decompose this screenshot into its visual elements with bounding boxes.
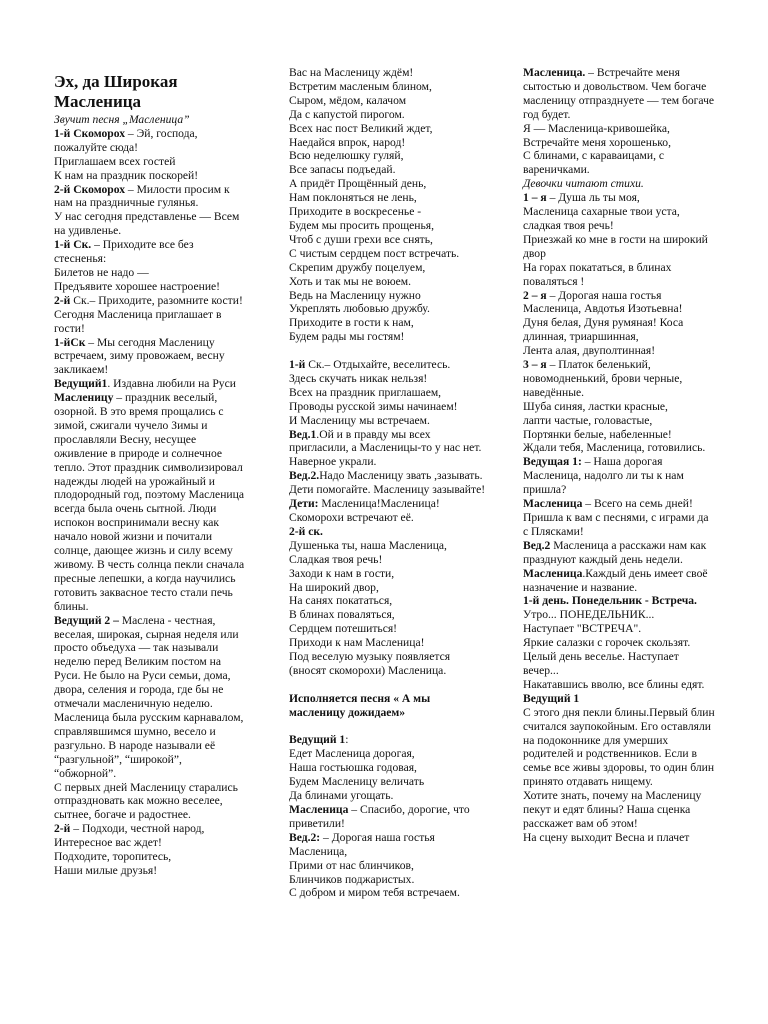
text-span: Масленица!Масленица!: [318, 497, 440, 511]
text-line: [54, 377, 246, 613]
text-span: – Милости просим к нам на праздничные гулянья.: [54, 182, 230, 210]
text-span: Масленица а расскажи нам как празднуют каждый день недели.: [523, 538, 707, 566]
text-line: Встретим масленым блином,: [289, 79, 432, 93]
speaker-label: 2-й ск.: [289, 524, 323, 538]
text-line: К нам на праздник поскорей!: [54, 168, 199, 182]
text-line: [523, 191, 716, 205]
text-line: На горах покататься, в блинах поваляться !: [523, 260, 672, 288]
text-line: [289, 733, 489, 747]
speaker-label: Дети:: [289, 497, 319, 511]
speaker-label: Масленицу: [54, 391, 114, 405]
speaker-label: 2-й: [54, 822, 71, 836]
speaker-label: Масленица: [523, 566, 583, 580]
speaker-label: 2-й: [54, 293, 71, 307]
blank-line: [289, 720, 489, 734]
text-line: [289, 469, 489, 497]
speaker-label: Ведущий 2 –: [54, 613, 119, 627]
text-span: – Наша дорогая Масленица, надолго ли ты к нам пришла?: [523, 455, 684, 497]
text-line: Исполняется песня « А мы масленицу дожидаем»: [289, 691, 431, 719]
text-line: [523, 289, 716, 317]
text-line: Душенька ты, наша Масленица,: [289, 538, 447, 552]
text-line: Целый день веселье. Наступает вечер...: [523, 650, 679, 677]
text-line: Здесь скучать никак нельзя!: [289, 371, 428, 385]
text-line: [289, 831, 489, 859]
text-span: – Душа ль ты моя,: [546, 191, 640, 205]
text-line: Укреплять любовью дружбу.: [289, 302, 430, 316]
text-line: Скоморохи встречают её.: [289, 510, 414, 524]
text-line: [289, 428, 489, 470]
text-line: Скрепим дружбу поцелуем,: [289, 260, 426, 274]
text-span: :: [345, 733, 349, 747]
text-span: – Эй, господа, пожалуйте сюда!: [54, 126, 198, 154]
text-span: – Всего на семь дней!: [582, 497, 693, 511]
speaker-label: 1 – я: [523, 191, 547, 205]
text-line: Билетов не надо —: [54, 265, 149, 279]
speaker-label: 1-й Ск.: [54, 238, 92, 252]
speaker-label: 2-й Скоморох: [54, 182, 126, 196]
text-line: [54, 294, 246, 308]
text-line: С этого дня пекли блины.Первый блин считался заупокойным. Его оставляли на подоконнике для умерших родителей и родственников. Если в семье все живы здоровы, то один блин принято отдавать нищему.: [523, 705, 715, 789]
text-line: Предъявите хорошее настроение!: [54, 279, 221, 293]
text-line: Ведь на Масленицу нужно: [289, 288, 421, 302]
text-line: Приходи к нам Масленица!: [289, 636, 425, 650]
text-line: [289, 525, 489, 539]
text-line: Да блинами угощать.: [289, 789, 394, 803]
text-line: Хотите знать, почему на Масленицу пекут и едят блины? Наша сценка расскажет вам об этом!: [523, 789, 702, 830]
text-line: Встречайте меня хорошенько,: [523, 135, 672, 149]
text-line: Едет Масленица дорогая,: [289, 747, 415, 761]
text-line: Вас на Масленицу ждём!: [289, 66, 414, 79]
text-line: [54, 336, 246, 378]
column-1-body: [54, 113, 246, 878]
speaker-label: Ведущий 1: [289, 733, 346, 747]
text-span: – Подходи, честной народ, Интересное вас ждет!: [54, 822, 205, 850]
text-line: Пришла к вам с песнями, с играми да с Плясками!: [523, 511, 709, 538]
text-line: Сегодня Масленица приглашает в гости!: [54, 307, 222, 335]
text-line: [523, 539, 716, 567]
text-line: С блинами, с караваицами, с вареничками.: [523, 149, 665, 177]
text-line: Сердцем потешиться!: [289, 622, 398, 636]
speaker-label: 1-йСк: [54, 335, 86, 349]
text-line: Ждали тебя, Масленица, готовились.: [523, 441, 706, 455]
text-span: – Спасибо, дорогие, что приветили!: [289, 802, 470, 830]
text-line: [523, 66, 716, 122]
text-line: Наступает "ВСТРЕЧА".: [523, 622, 642, 636]
text-line: [54, 238, 246, 266]
speaker-label: Вед.2.: [289, 469, 320, 483]
text-line: На санях покататься,: [289, 594, 393, 608]
text-line: Дуня белая, Дуня румяная! Коса длинная, триаршинная,: [523, 316, 684, 344]
blank-line: [289, 678, 489, 692]
text-line: [289, 803, 489, 831]
text-line: На сцену выходит Весна и плачет: [523, 830, 690, 844]
text-line: [523, 455, 716, 497]
text-line: 1-й день. Понедельник - Встреча.: [523, 594, 697, 608]
text-line: С чистым сердцем пост встречать.: [289, 246, 460, 260]
text-line: лапти частые, головастые,: [523, 413, 653, 427]
text-line: Блинчиков поджаристых.: [289, 872, 415, 886]
text-line: Все запасы подъедай.: [289, 163, 396, 177]
text-line: Заходи к нам в гости,: [289, 566, 395, 580]
text-span: – Мы сегодня Масленицу встречаем, зиму провожаем, весну закликаем!: [54, 335, 225, 377]
text-span: Маслена - честная, веселая, широкая, сырная неделя или просто объедуха — так называли неделю перед Великим постом на Руси. Не было на Руси семьи, дома, двора, селения и города, где бы не отмечали масленичную неделю. Масленица была русским карнавалом, справлявшимся шумно, весело и разгульно. В народе называли её “разгульной”, “широкой”, “обжорной”.: [54, 613, 244, 780]
speaker-label: Вед.2: [523, 538, 551, 552]
text-line: [54, 127, 246, 155]
blank-line: [289, 344, 489, 358]
speaker-label: 1-й Скоморох: [54, 126, 126, 140]
text-span: .Каждый день имеет своё назначение и название.: [523, 566, 708, 594]
speaker-label: Вед.2:: [289, 830, 321, 844]
column-3: [523, 66, 716, 845]
text-line: [523, 567, 716, 595]
speaker-label: Масленица: [523, 497, 583, 511]
speaker-label: Вед.1: [289, 427, 317, 441]
text-line: С первых дней Масленицу старались отпраздновать как можно веселее, сытнее, богаче и радостнее.: [54, 780, 238, 822]
speaker-label: Ведущий1: [54, 377, 108, 391]
text-line: Проводы русской зимы начинаем!: [289, 399, 458, 413]
text-line: [54, 183, 246, 211]
text-line: [289, 497, 489, 511]
column-1: [54, 66, 246, 878]
speaker-label: 3 – я: [523, 358, 547, 372]
text-line: И Масленицу мы встречаем.: [289, 413, 430, 427]
text-line: В блинах поваляться,: [289, 608, 395, 622]
text-span: – Дорогая наша гостья Масленица,: [289, 830, 435, 858]
text-line: Под веселую музыку появляется (вносят скоморохи) Масленица.: [289, 650, 451, 677]
text-line: На широкий двор,: [289, 580, 379, 594]
text-line: [523, 358, 716, 400]
text-line: Всех на праздник приглашаем,: [289, 385, 442, 399]
text-line: Приходите в воскресенье -: [289, 205, 422, 219]
speaker-label: Масленица: [289, 802, 349, 816]
text-line: Утро... ПОНЕДЕЛЬНИК...: [523, 608, 655, 622]
text-span: – Дорогая наша гостья Масленица, Авдотья Изотьевна!: [523, 288, 683, 316]
text-span: .Ой и в правду мы всех пригласили, а Масленицы-то у нас нет. Наверное украли.: [289, 427, 482, 469]
text-line: Звучит песня „Масленица”: [54, 113, 190, 126]
text-line: Я — Масленица-кривошейка,: [523, 121, 670, 135]
text-line: Портянки белые, набеленные!: [523, 427, 672, 441]
text-line: Нам поклоняться не лень,: [289, 191, 417, 205]
text-span: Ск.– Приходите, разомните кости!: [70, 293, 243, 307]
text-line: [54, 614, 246, 781]
speaker-label: Масленица.: [523, 66, 586, 79]
text-line: [54, 822, 246, 850]
speaker-label: 2 – я: [523, 288, 547, 302]
text-line: Ведущий 1: [523, 691, 580, 705]
text-line: Подходите, торопитесь,: [54, 850, 172, 864]
text-span: . Издавна любили на Руси: [107, 377, 236, 391]
text-line: Сыром, мёдом, калачом: [289, 93, 407, 107]
text-span: – Приходите все без стесненья:: [54, 238, 194, 266]
text-line: Будем мы просить прощенья,: [289, 218, 435, 232]
text-line: Да с капустой пирогом.: [289, 107, 405, 121]
page-title: Эх, да Широкая Масленица: [54, 72, 178, 111]
text-line: Девочки читают стихи.: [523, 177, 644, 191]
text-span: – Платок беленький, новомодненький, брови черные, наведённые.: [523, 358, 683, 399]
speaker-label: Ведущая 1:: [523, 455, 582, 469]
text-span: – праздник веселый, озорной. В это время прощались с зимой, сжигали чучело Зимы и прославляли Весну, несущее оживление в природе и солнечное тепло. Этот праздник символизировал надежды людей на урожайный и плодородный год, поэтому Масленица всегда была очень сытной. Люди испокон воспринимали весну как начало новой жизни и почитали солнце, дающее жизнь и силу всему живому. В честь солнца пекли сначала пресные лепешки, а когда научились готовить заквасное тесто стали печь блины.: [54, 391, 245, 613]
text-line: Наши милые друзья!: [54, 863, 158, 877]
text-line: Приглашаем всех гостей: [54, 154, 176, 168]
text-span: Надо Масленицу звать ,зазывать. Дети помогайте. Масленицу зазывайте!: [289, 469, 486, 497]
text-line: [523, 497, 716, 511]
text-line: Масленица сахарные твои уста, сладкая твоя речь!: [523, 205, 680, 232]
text-line: Будем рады мы гостям!: [289, 330, 405, 344]
text-line: Прими от нас блинчиков,: [289, 858, 414, 872]
text-line: Наша гостьюшка годовая,: [289, 761, 417, 775]
text-span: Ск.– Отдыхайте, веселитесь.: [305, 358, 451, 372]
text-line: Приходите в гости к нам,: [289, 316, 414, 330]
text-line: Всю неделюшку гуляй,: [289, 149, 404, 163]
text-line: У нас сегодня представленье — Всем на удивленье.: [54, 210, 240, 238]
speaker-label: 1-й: [289, 358, 306, 372]
text-line: Будем Масленицу величать: [289, 775, 425, 789]
text-line: Шуба синяя, ластки красные,: [523, 399, 668, 413]
text-line: Хоть и так мы не воюем.: [289, 274, 412, 288]
text-line: С добром и миром тебя встречаем.: [289, 886, 460, 900]
text-line: Накатавшись вволю, все блины едят.: [523, 677, 705, 691]
text-span: – Встречайте меня сытостью и довольством. Чем богаче масленицу отпразднуете — тем богаче год будет.: [523, 66, 715, 121]
text-line: Яркие салазки с горочек скользят.: [523, 636, 691, 650]
text-line: Приезжай ко мне в гости на широкий двор: [523, 232, 708, 260]
text-line: А придёт Прощённый день,: [289, 177, 427, 191]
text-line: Лента алая, двуполтинная!: [523, 344, 656, 358]
text-line: Сладкая твоя речь!: [289, 552, 383, 566]
text-line: [289, 358, 489, 372]
column-2: [289, 66, 489, 900]
text-line: Наедайся впрок, народ!: [289, 135, 406, 149]
text-line: Всех нас пост Великий ждет,: [289, 121, 433, 135]
text-line: Чтоб с души грехи все снять,: [289, 232, 433, 246]
